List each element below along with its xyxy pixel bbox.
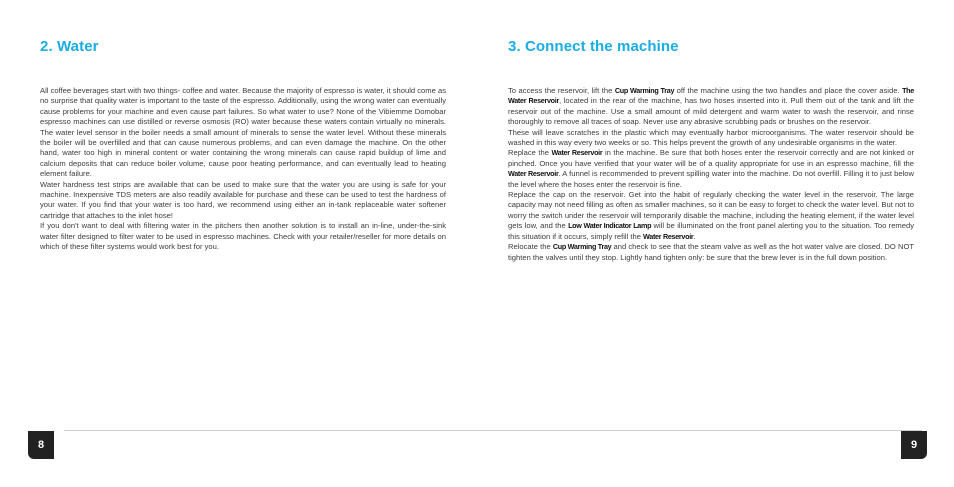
connect-paragraph-3: [508, 148, 914, 190]
water-paragraph-2: Water hardness test strips are available that can be used to make sure that the water you are using is safe for your machine. Inexpensive TDS meters are also readily available for purchase and these can be used to test the hardness of your water. If you find that your water is too hard, we recommend using either an in-tank replaceable water softener cartridge that attaches to the inlet hose!: [40, 179, 446, 220]
text-run: To access the reservoir, lift the: [508, 86, 615, 95]
connect-text-column: [508, 86, 914, 263]
text-run: . A funnel is recommended to prevent spilling water into the machine. Do not overfill. Filling it to just below the level where the hoses enter the reservoir is fine.: [508, 169, 914, 189]
section-heading-connect: 3. Connect the machine: [508, 38, 679, 55]
text-run: Replace the: [508, 148, 552, 158]
term-water-reservoir: The Water Reservoir: [508, 86, 914, 106]
text-run: will be illuminated on the front panel alerting you to the situation. Too remedy this situation if it occurs, simply refill the: [508, 221, 914, 241]
term-water-reservoir: Water Reservoir: [508, 169, 559, 179]
connect-paragraph-2: These will leave scratches in the plastic which may eventually harbor microorganisms. The water reservoir should be washed in this way every two weeks or so. This helps prevent the growth of any undesirable organisms in the water.: [508, 127, 914, 148]
text-run: and check to see that the steam valve as well as the hot water valve are closed. DO NOT tighten the valves until they stop. Lightly hand tighten only: be sure that the brew lever is in the full down position.: [508, 242, 914, 262]
text-run: off the machine using the two handles and place the cover aside.: [674, 86, 903, 95]
term-water-reservoir: Water Reservoir: [643, 231, 694, 241]
term-water-reservoir: Water Reservoir: [551, 148, 603, 158]
text-run: Relocate the: [508, 242, 553, 252]
term-cup-warming-tray: Cup Warming Tray: [614, 86, 675, 95]
connect-paragraph-1: [508, 86, 914, 128]
text-run: , located in the rear of the machine, has two hoses inserted into it. Pull them out of the tank and lift the reservoir out of the machine. Use a small amount of mild detergent and warm water to wash the reservoir, and rinse thoroughly to remove all traces of soap. Never use any abrasive scrubbing pads or brushes on the reservoir.: [508, 96, 914, 127]
connect-paragraph-5: [508, 242, 914, 263]
text-run: .: [693, 231, 696, 241]
connect-paragraph-4: [508, 190, 914, 242]
text-run: in the machine. Be sure that both hoses enter the reservoir correctly and are not kinked or pinched. Once you have verified that your water will be of a quality appropriate for use in an espresso machine, fill the: [508, 148, 914, 168]
term-cup-warming-tray: Cup Warming Tray: [552, 242, 612, 252]
water-paragraph-3: If you don't want to deal with filtering water in the pitchers then another solution is to install an in-line, under-the-sink water filter designed to filter water to be used in espresso machines. Check with your retailer/reseller for more details on which of these filter systems would work best for you.: [40, 221, 446, 252]
term-low-water-indicator-lamp: Low Water Indicator Lamp: [568, 221, 652, 231]
section-heading-water: 2. Water: [40, 38, 99, 55]
water-text-column: [40, 86, 446, 253]
page-number-right: 9: [901, 431, 927, 459]
water-paragraph-1: All coffee beverages start with two things- coffee and water. Because the majority of espresso is water, it should come as no surprise that quality water is important to the taste of the espresso. Additionally, using the wrong water can eventually cause problems for your machine and even cause part failures. So what water to use? None of the Vibiemme Domobar espresso machines can use distilled or reverse osmosis (RO) water because these waters contain virtually no minerals. The water level sensor in the boiler needs a small amount of minerals to sense the water level. Without these minerals the boiler will be overfilled and that can cause numerous problems, and can even damage the machine. On the other hand, water too high in mineral content or water containing the wrong minerals can cause rapid buildup of lime and calcium deposits that can reduce boiler volume, cause poor heating performance, and can eventually lead to heating element failure.: [40, 86, 446, 179]
footer-divider: [64, 430, 922, 431]
page-number-left: 8: [28, 431, 54, 459]
text-run: Replace the cap on the reservoir. Get into the habit of regularly checking the water level in the reservoir. The large capacity may not need filling as often as smaller machines, so it can be easy to forget to check the water level. But not to worry the switch under the reservoir will temporarily disable the machine, including the heating element, if the water level gets low, and the: [508, 190, 914, 231]
